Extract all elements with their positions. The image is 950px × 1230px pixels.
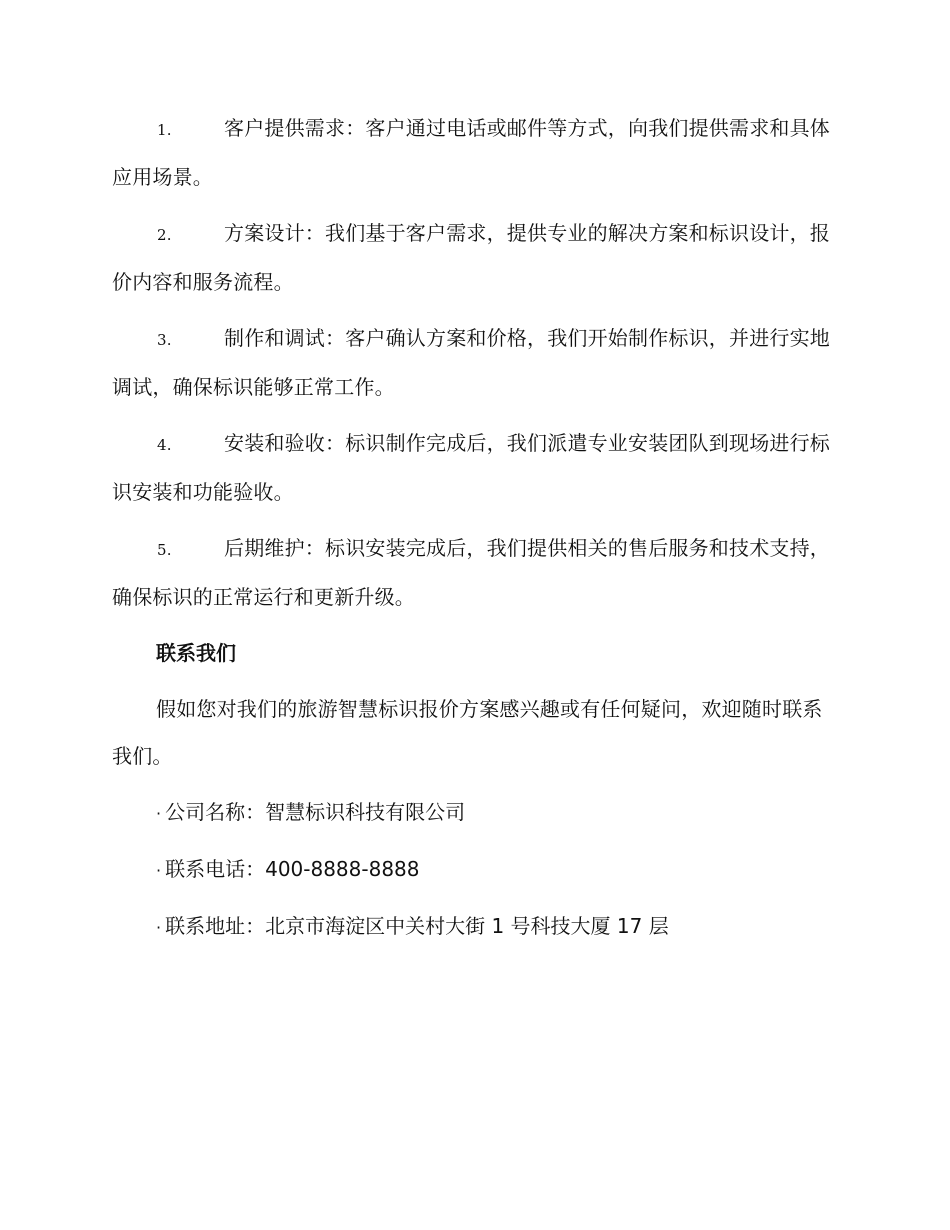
step-number: 1. — [157, 121, 172, 139]
process-step-1 — [112, 105, 834, 201]
contact-address — [112, 903, 834, 951]
step-text: 方案设计：我们基于客户需求，提供专业的解决方案和标识设计，报价内容和服务流程。 — [112, 221, 830, 294]
contact-address-text: 联系地址：北京市海淀区中关村大街 1 号科技大厦 17 层 — [165, 914, 669, 938]
bullet-marker: · — [156, 804, 162, 823]
contact-phone — [112, 846, 834, 894]
contact-phone-text: 联系电话：400-8888-8888 — [165, 857, 420, 881]
step-number: 5. — [157, 541, 172, 559]
step-text: 后期维护：标识安装完成后，我们提供相关的售后服务和技术支持，确保标识的正常运行和更新升级。 — [112, 536, 830, 609]
step-number: 2. — [157, 226, 172, 244]
contact-company-text: 公司名称：智慧标识科技有限公司 — [165, 800, 466, 824]
step-number: 3. — [157, 331, 172, 349]
process-step-5 — [112, 525, 834, 621]
step-text: 安装和验收：标识制作完成后，我们派遣专业安装团队到现场进行标识安装和功能验收。 — [112, 431, 830, 504]
document-page — [112, 105, 834, 960]
bullet-marker: · — [156, 918, 162, 937]
process-step-4 — [112, 420, 834, 516]
step-text: 客户提供需求：客户通过电话或邮件等方式，向我们提供需求和具体应用场景。 — [112, 116, 830, 189]
step-number: 4. — [157, 436, 172, 454]
process-step-3 — [112, 315, 834, 411]
process-step-2 — [112, 210, 834, 306]
bullet-marker: · — [156, 861, 162, 880]
step-text: 制作和调试：客户确认方案和价格，我们开始制作标识，并进行实地调试，确保标识能够正常工作。 — [112, 326, 830, 399]
contact-company — [112, 789, 834, 837]
contact-heading: 联系我们 — [156, 641, 236, 665]
contact-intro: 假如您对我们的旅游智慧标识报价方案感兴趣或有任何疑问，欢迎随时联系我们。 — [112, 697, 823, 768]
